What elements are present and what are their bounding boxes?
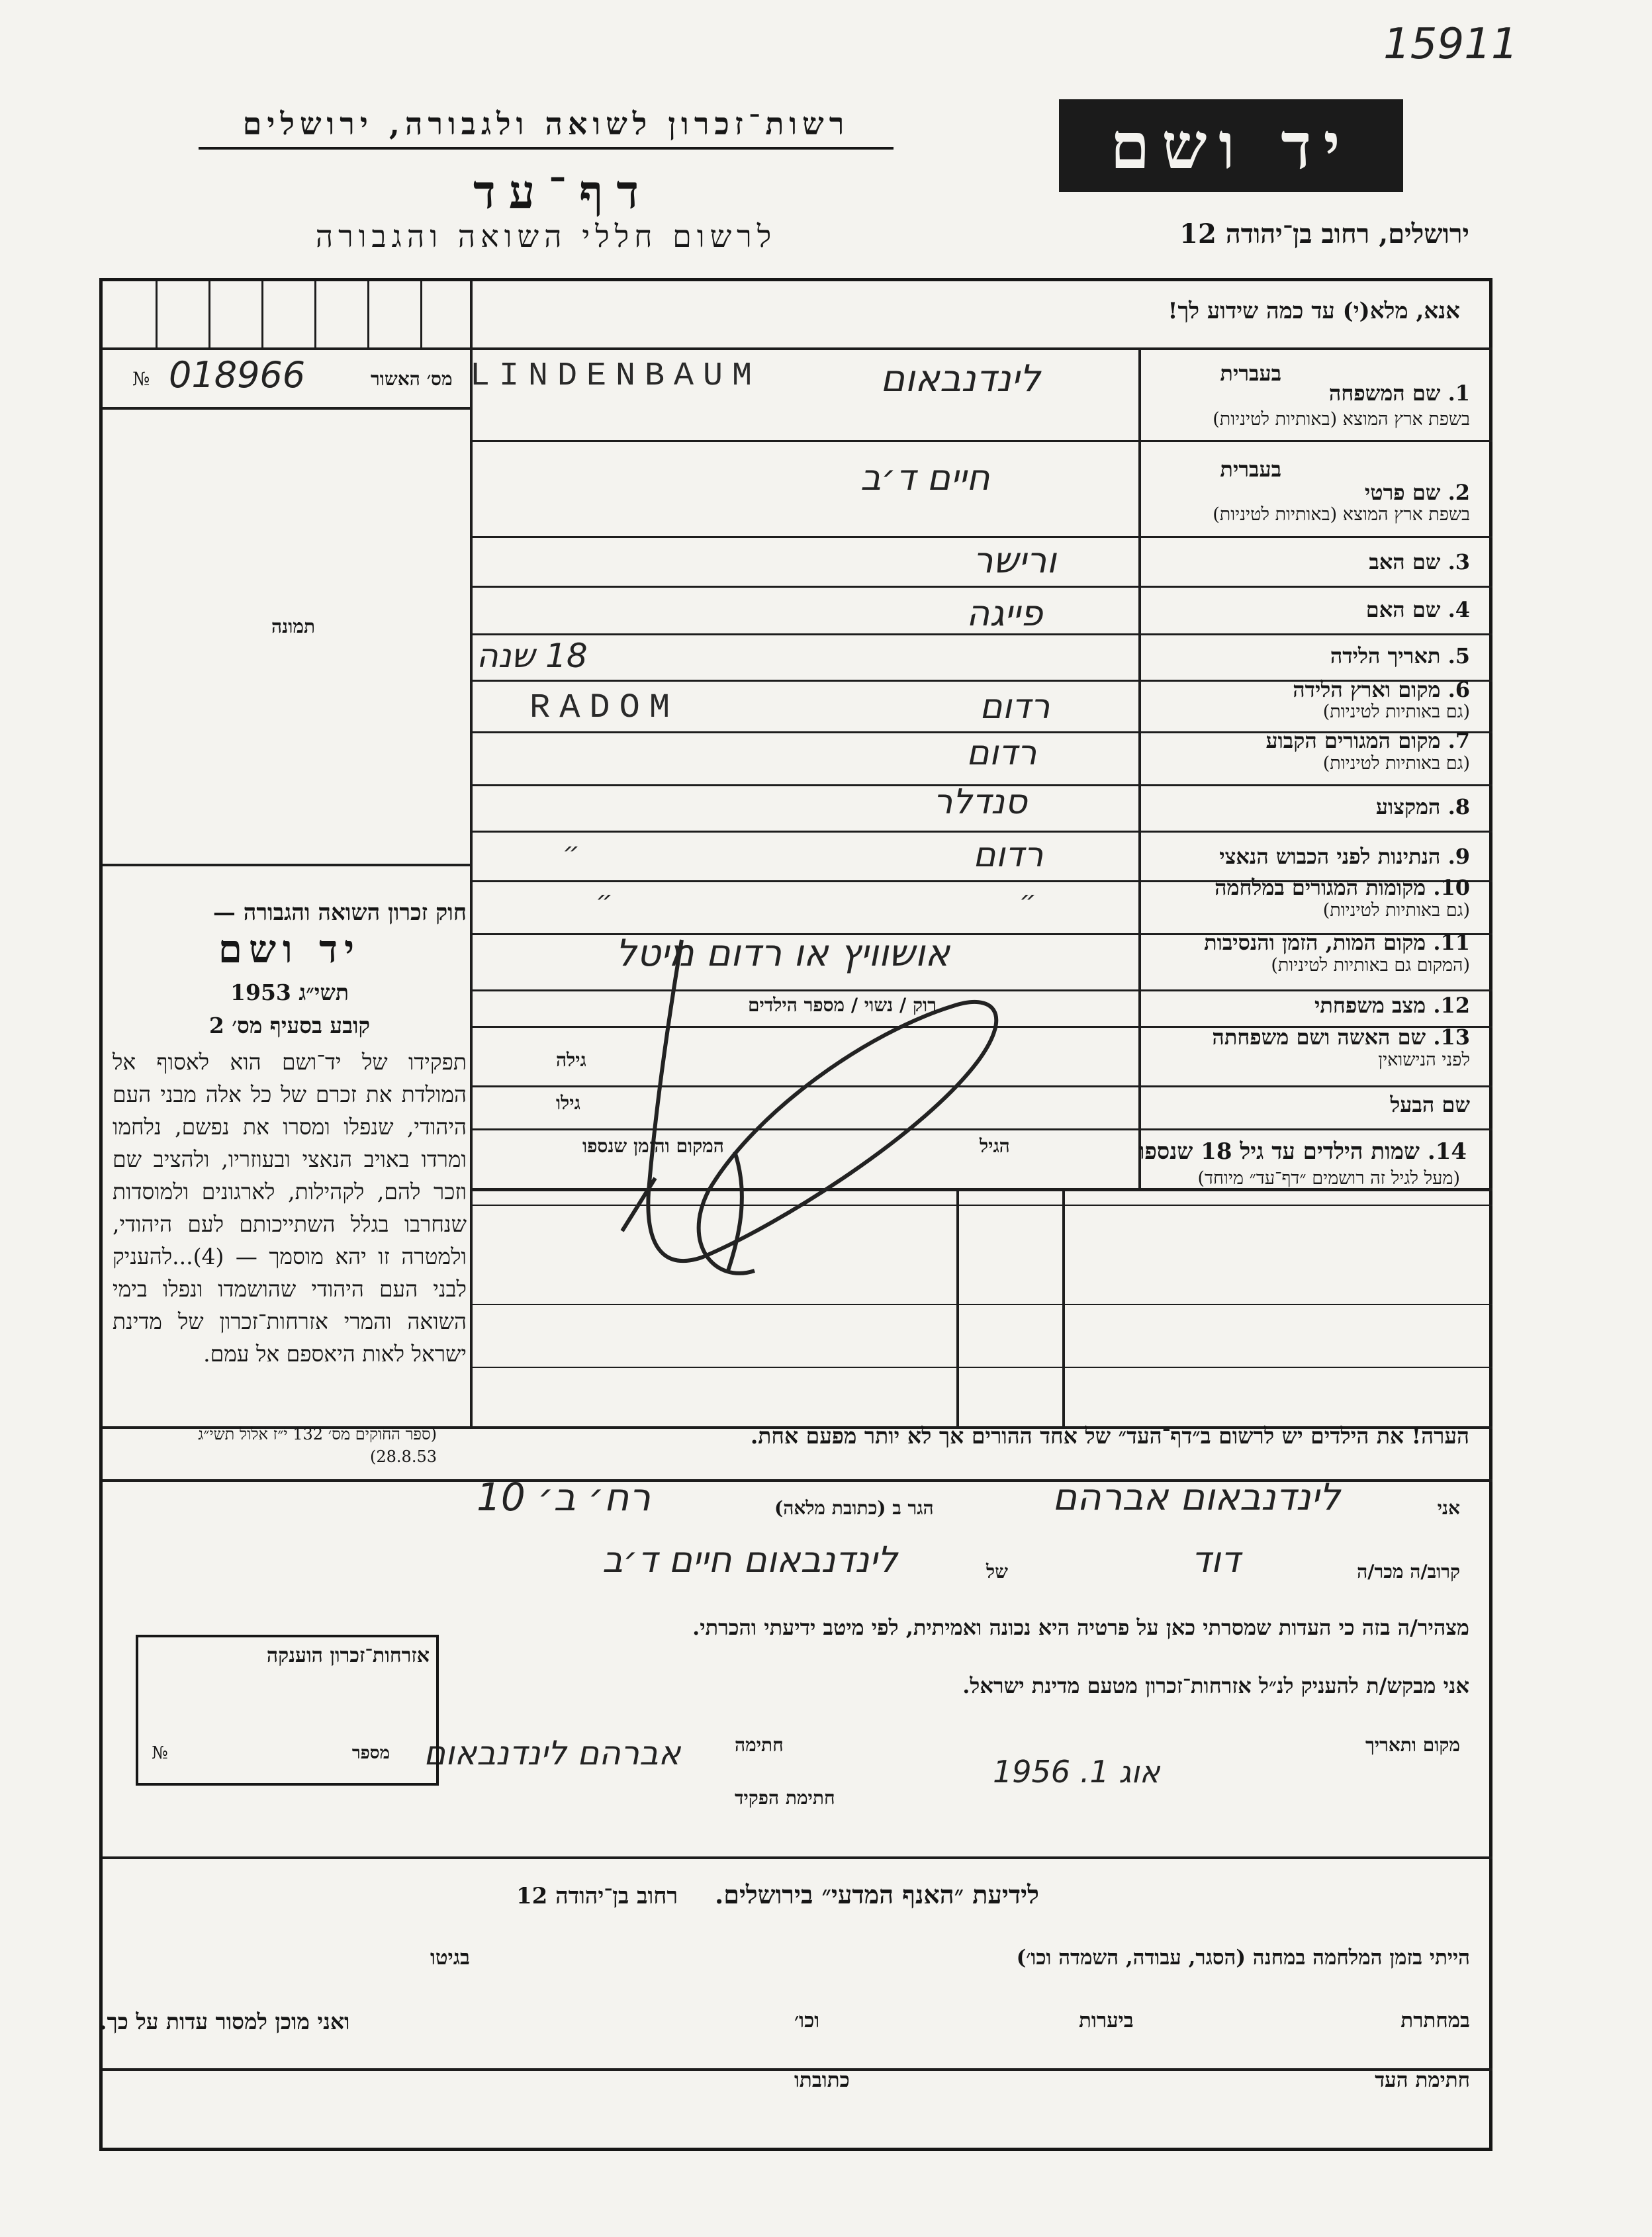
field-7-num: 7. <box>1447 728 1470 753</box>
footer-ghetto: בגיטו <box>430 1946 470 1970</box>
footer-witness-signature: חתימת העד <box>1375 2068 1470 2092</box>
field-2-hebrew-tag: בעברית <box>1220 457 1281 482</box>
husband-label: שם הבעל <box>1390 1092 1470 1117</box>
relation-value: דוד <box>1191 1539 1240 1580</box>
field-6-label <box>1139 677 1470 702</box>
field-13-text: שם האשה ושם משפחתה <box>1212 1025 1426 1050</box>
field-10-text: מקומות המגורים במלחמה <box>1215 875 1426 900</box>
field-12-label <box>1139 993 1470 1018</box>
husband-age-label: גילו <box>556 1092 580 1114</box>
field-2-num: 2. <box>1447 480 1470 505</box>
declarant-address: רח׳ ב׳ 10 <box>477 1475 651 1520</box>
field-4-text: שם האם <box>1365 597 1441 622</box>
field-5-label <box>1139 643 1470 668</box>
citizenship-number-sign: № <box>152 1743 168 1763</box>
field-10-num: 10. <box>1433 875 1470 900</box>
field-9-value: רדום <box>973 835 1044 875</box>
of-label: של <box>986 1561 1008 1582</box>
wife-age-label: גילה <box>556 1049 586 1071</box>
yad-vashem-logo: יד ושם <box>1059 99 1403 192</box>
footer-etc: וכו׳ <box>794 2009 820 2032</box>
field-2-label <box>1139 480 1470 505</box>
field-2-text: שם פרטי <box>1364 480 1441 505</box>
declaration-text: מצהיר/ה בזה כי העדות שמסרתי כאן על פרטיה היא נכונה ואמיתית, לפי מיטב ידיעתי והכרתי. <box>692 1615 1469 1640</box>
field-1-text: שם המשפחה <box>1328 381 1441 406</box>
of-name: לינדנבאום חיים ד׳ב <box>602 1539 898 1580</box>
field-4-num: 4. <box>1447 597 1470 622</box>
footer-ready: ואני מוכן למסור עדות על כך. <box>99 2009 350 2034</box>
field-9-label <box>1139 844 1470 869</box>
note-text: הערה! את הילדים יש לרשום ב״דף־העד״ של אחד ההורים אך לא יותר מפעם אחת. <box>750 1423 1469 1449</box>
header-address: ירושלים, רחוב בן־יהודה 12 <box>1179 218 1469 250</box>
field-9-text: הנתינות לפני הכבוש הנאצי <box>1219 844 1441 869</box>
footer-title: לידיעת ״האנף המדעי״ בירושלים. <box>715 1880 1039 1909</box>
approval-number-sign: № <box>132 368 150 390</box>
law-body: תפקידו של יד־ושם הוא לאסוף אל המולדת את זכרם של כל אלה מבני העם היהודי, שנפלו ומסרו את נפשם, נלחמו ומרדו באויב הנאצי ובעוזריו, ולהציב שם וזכר להם, לקהילות, לארגונים ולמוסדות שנחרבו בגלל השתייכותם לעם היהודי, ולמטרה זו יהא מוסמך — (4)...להעניק לבני העם היהודי שהושמדו ונפלו בימי השואה והמרי אזרחות־זכרון של מדינת ישראל לאות היאספם אל עמם. <box>113 1049 467 1367</box>
field-10-value: ״ <box>1019 886 1036 916</box>
declarant-name: לינדנבאום אברהם <box>1052 1476 1340 1519</box>
form-subtitle: לרשום חללי השואה והגבורה <box>315 218 777 254</box>
field-8-num: 8. <box>1447 794 1470 819</box>
field-5-text: תאריך הלידה <box>1330 643 1441 668</box>
footer-forests: ביערות <box>1079 2009 1134 2032</box>
request-text: אני מבקש/ת להעניק לנ״ל אזרחות־זכרון מטעם מדינת ישראל. <box>962 1673 1469 1698</box>
footer-underground: במחתרת <box>1400 2009 1470 2032</box>
field-10-label <box>1139 875 1470 900</box>
declarant-i-label: אני <box>1437 1497 1460 1519</box>
field-7-value: רדום <box>966 733 1037 773</box>
law-year: תשי״ג 1953 <box>230 980 349 1005</box>
children-label: 14. שמות הילדים עד גיל 18 שנספו <box>1138 1138 1467 1165</box>
field-8-value: סנדלר <box>933 782 1027 822</box>
field-9-ditto: ״ <box>563 837 580 868</box>
footer-line1: הייתי בזמן המלחמה במחנה (הסגר, עבודה, השמדה וכו׳) <box>1016 1946 1470 1970</box>
footer-address-label: כתובתו <box>794 2068 850 2092</box>
field-12-text: מצב משפחתי <box>1314 993 1426 1018</box>
photo-label: תמונה <box>271 616 316 637</box>
field-11-sub: (המקום גם באותיות לטיניות) <box>1271 955 1470 976</box>
citizenship-title: אזרחות־זכרון הוענקה <box>266 1644 430 1667</box>
field-13-label <box>1139 1025 1470 1050</box>
citizenship-number-label: מספר <box>351 1743 390 1763</box>
field-7-text: מקום המגורים הקבוע <box>1265 728 1441 753</box>
field-2-value: חיים ד׳ב <box>860 457 990 498</box>
strike-through-scribble <box>582 913 1099 1297</box>
marital-options: רוק / נשוי / מספר הילדים <box>748 994 937 1016</box>
field-2-sub: בשפת ארץ המוצא (באותיות לטיניות) <box>1213 504 1470 525</box>
children-sub: (מעל לגיל זה רושמים ״דף־עד״ מיוחד) <box>1197 1168 1460 1189</box>
authority-name: רשות־זכרון לשואה ולגבורה, ירושלים <box>199 106 894 150</box>
field-3-text: שם האב <box>1369 549 1441 574</box>
officer-signature-label: חתימת הפקיד <box>735 1787 835 1809</box>
field-3-num: 3. <box>1447 549 1470 574</box>
intro-text: אנא, מלא(י) עד כמה שידוע לך! <box>1168 298 1460 324</box>
law-source: (ספר החוקים מס׳ 132 י״ז אלול תשי״ג 28.8.53) <box>198 1425 437 1466</box>
approval-label: מס׳ האשור <box>371 368 453 390</box>
reference-number: 15911 <box>1383 20 1518 69</box>
law-yad-vashem: יד ושם <box>218 927 361 972</box>
field-1-value-latin: LINDENBAUM <box>470 357 762 395</box>
field-11-value: אושוויץ או רדום מיטל <box>616 932 950 975</box>
field-10-sub: (גם באותיות לטיניות) <box>1322 900 1470 921</box>
children-place-header: המקום והזמן שנספו <box>582 1135 724 1157</box>
field-6-num: 6. <box>1447 677 1470 702</box>
citizenship-box <box>136 1635 439 1786</box>
field-10-ditto: ״ <box>596 886 613 916</box>
form-title: דף־עד <box>473 164 652 219</box>
field-1-sub: בשפת ארץ המוצא (באותיות לטיניות) <box>1213 409 1470 430</box>
children-age-header: הגיל <box>980 1135 1010 1157</box>
signature-label: חתימה <box>735 1734 784 1756</box>
field-5-num: 5. <box>1447 643 1470 668</box>
field-1-num: 1. <box>1447 381 1470 406</box>
field-11-label <box>1139 930 1470 955</box>
field-1-hebrew-tag: בעברית <box>1220 361 1281 386</box>
field-13-sub: לפני הנישואין <box>1378 1050 1470 1070</box>
field-6-value-latin: RADOM <box>529 688 680 727</box>
field-13-num: 13. <box>1433 1025 1470 1050</box>
signature-value: אברהם לינדנבאום <box>424 1734 681 1772</box>
law-clause: קובע בסעיף מס׳ 2 <box>208 1013 371 1038</box>
field-1-label <box>1139 381 1470 406</box>
field-1-value: לינדנבאום <box>880 357 1040 400</box>
field-8-text: המקצוע <box>1375 794 1441 819</box>
field-12-num: 12. <box>1433 993 1470 1018</box>
field-8-label <box>1139 794 1470 819</box>
field-11-num: 11. <box>1433 930 1470 955</box>
footer-address: רחוב בן־יהודה 12 <box>516 1883 678 1909</box>
date-value: 1956 .אוג 1 <box>993 1754 1160 1790</box>
field-4-value: פייגה <box>966 592 1043 634</box>
field-7-sub: (גם באותיות לטיניות) <box>1322 753 1470 774</box>
field-11-text: מקום המות, הזמן והנסיבות <box>1204 930 1426 955</box>
field-6-sub: (גם באותיות לטיניות) <box>1322 702 1470 722</box>
field-6-value: רדום <box>980 687 1050 727</box>
field-4-label <box>1139 597 1470 622</box>
place-date-label: מקום ותאריך <box>1365 1734 1460 1756</box>
relation-label: קרוב/ה מכר/ה <box>1357 1561 1460 1582</box>
law-title: חוק זכרון השואה והגבורה — <box>212 899 467 926</box>
field-7-label <box>1139 728 1470 753</box>
field-3-value: ורישר <box>973 539 1057 581</box>
field-9-num: 9. <box>1447 844 1470 869</box>
approval-number: 018966 <box>169 354 306 396</box>
field-6-text: מקום וארץ הלידה <box>1293 677 1441 702</box>
declarant-residing-label: הגר ב (כתובת מלאה) <box>774 1497 934 1519</box>
field-5-value: 18 שנה <box>477 637 588 675</box>
field-3-label <box>1139 549 1470 574</box>
